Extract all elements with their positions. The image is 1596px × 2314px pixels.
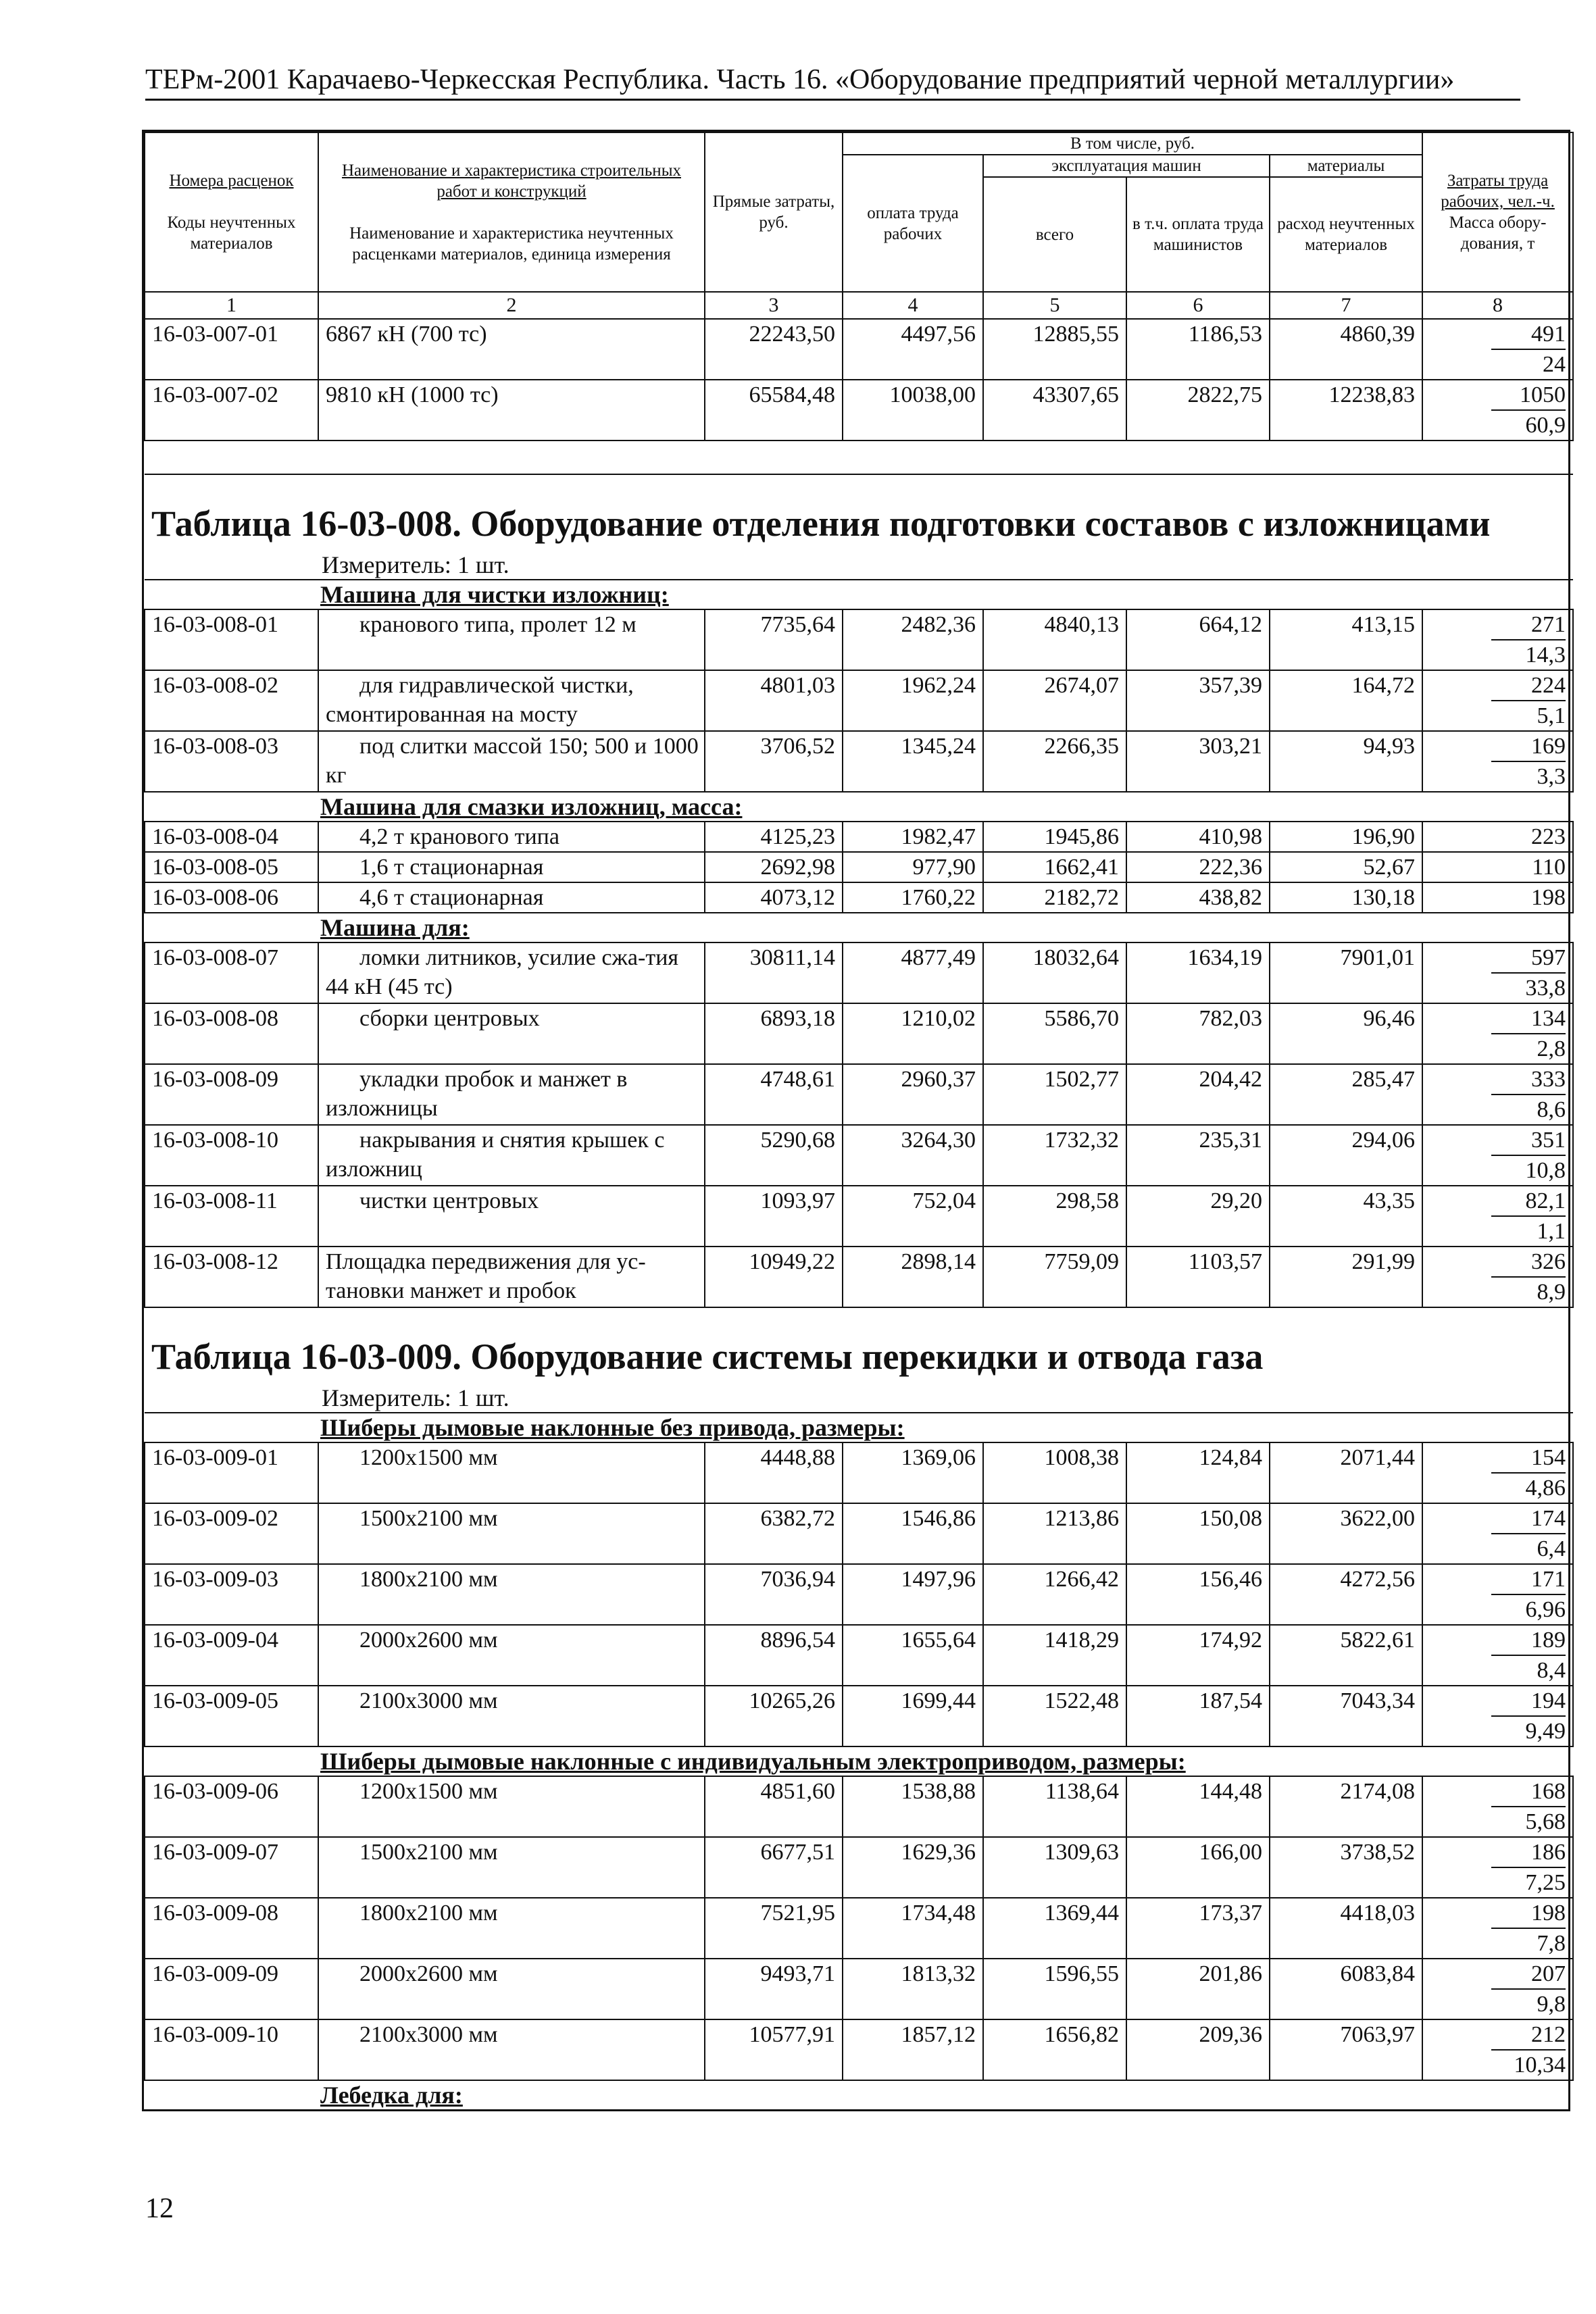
col2-header: Наименование и характеристика строительных работ и конструкций Наименование и характеристика неучтенных расценками материалов, единица измерения <box>318 132 705 292</box>
table-row: 16-03-008-04 4,2 т кранового типа 4125,23 1982,47 1945,86 410,98 196,90 223 <box>145 822 1573 852</box>
col5-header: всего <box>983 177 1126 292</box>
group-label: Шиберы дымовые наклонные с индивидуальным электроприводом, размеры: <box>320 1748 1186 1775</box>
group-label: Машина для смазки изложниц, масса: <box>320 793 743 820</box>
table-008-unit: Измеритель: 1 шт. <box>322 551 509 578</box>
table-head <box>145 132 1573 319</box>
table-row: 16-03-009-01 1200x1500 мм 4448,88 1369,06 1008,38 124,84 2071,44 154 4,86 <box>145 1442 1573 1503</box>
col4-header: оплата труда рабочих <box>843 155 983 292</box>
table-row: 16-03-009-06 1200x1500 мм 4851,60 1538,88 1138,64 144,48 2174,08 168 5,68 <box>145 1776 1573 1837</box>
table-009 <box>145 1307 1573 2109</box>
group-label: Машина для: <box>320 914 470 941</box>
table-row: 16-03-009-09 2000x2600 мм 9493,71 1813,32 1596,55 201,86 6083,84 207 9,8 <box>145 1959 1573 2019</box>
machines-header: эксплуатация машин <box>983 155 1270 177</box>
table-row: 16-03-009-08 1800x2100 мм 7521,95 1734,48 1369,44 173,37 4418,03 198 7,8 <box>145 1898 1573 1959</box>
table-row: 16-03-008-06 4,6 т стационарная 4073,12 1760,22 2182,72 438,82 130,18 198 <box>145 882 1573 913</box>
table-row: 16-03-007-02 9810 кН (1000 тс) 65584,48 10038,00 43307,65 2822,75 12238,83 1050 60,9 <box>145 380 1573 441</box>
table-row: 16-03-007-01 6867 кН (700 тс) 22243,50 4497,56 12885,55 1186,53 4860,39 491 24 <box>145 319 1573 380</box>
table-009-unit: Измеритель: 1 шт. <box>322 1384 509 1411</box>
column-numbers-row: 1 2 3 4 5 6 7 8 <box>145 292 1573 319</box>
table-row: 16-03-009-07 1500x2100 мм 6677,51 1629,36 1309,63 166,00 3738,52 186 7,25 <box>145 1837 1573 1898</box>
table-row: 16-03-008-12 Площадка передвижения для ус-тановки манжет и пробок 10949,22 2898,14 7759,09 1103,57 291,99 326 8,9 <box>145 1247 1573 1307</box>
table-009-title: Таблица 16-03-009. Оборудование системы перекидки и отвода газа <box>145 1307 1573 1384</box>
table-row: 16-03-008-08 сборки центровых 6893,18 1210,02 5586,70 782,03 96,46 134 2,8 <box>145 1003 1573 1064</box>
table-row: 16-03-008-05 1,6 т стационарная 2692,98 977,90 1662,41 222,36 52,67 110 <box>145 852 1573 882</box>
page-header: ТЕРм-2001 Карачаево-Черкесская Республика. Часть 16. «Оборудование предприятий черной металлургии» <box>145 62 1520 101</box>
group-header: В том числе, руб. <box>843 132 1422 155</box>
group-label: Лебедка для: <box>320 2082 463 2109</box>
col7-header: расход неучтенных материалов <box>1270 177 1422 292</box>
price-table <box>144 132 1574 2109</box>
col3-header: Прямые затраты, руб. <box>705 132 843 292</box>
table-007-rows <box>145 319 1573 474</box>
col8-header: Затраты труда рабочих, чел.-ч. Масса обору-дования, т <box>1422 132 1573 292</box>
table-008 <box>145 474 1573 1307</box>
table-row: 16-03-009-02 1500x2100 мм 6382,72 1546,86 1213,86 150,08 3622,00 174 6,4 <box>145 1503 1573 1564</box>
col6-header: в т.ч. оплата труда машинистов <box>1126 177 1270 292</box>
table-row: 16-03-008-11 чистки центровых 1093,97 752,04 298,58 29,20 43,35 82,1 1,1 <box>145 1186 1573 1247</box>
table-row: 16-03-009-03 1800x2100 мм 7036,94 1497,96 1266,42 156,46 4272,56 171 6,96 <box>145 1564 1573 1625</box>
table-row: 16-03-008-09 укладки пробок и манжет в изложницы 4748,61 2960,37 1502,77 204,42 285,47 333 8,6 <box>145 1064 1573 1125</box>
table-row: 16-03-008-03 под слитки массой 150; 500 и 1000 кг 3706,52 1345,24 2266,35 303,21 94,93 169 3,3 <box>145 731 1573 792</box>
table-row: 16-03-009-04 2000x2600 мм 8896,54 1655,64 1418,29 174,92 5822,61 189 8,4 <box>145 1625 1573 1686</box>
group-label: Шиберы дымовые наклонные без привода, размеры: <box>320 1414 905 1441</box>
table-008-title: Таблица 16-03-008. Оборудование отделения подготовки составов с изложницами <box>145 474 1573 551</box>
table-row: 16-03-008-10 накрывания и снятия крышек с изложниц 5290,68 3264,30 1732,32 235,31 294,06 351 10,8 <box>145 1125 1573 1186</box>
table-row: 16-03-008-07 ломки литников, усилие сжа-тия 44 кН (45 тс) 30811,14 4877,49 18032,64 1634,19 7901,01 597 33,8 <box>145 942 1573 1003</box>
table-row: 16-03-008-01 кранового типа, пролет 12 м 7735,64 2482,36 4840,13 664,12 413,15 271 14,3 <box>145 609 1573 670</box>
table-row: 16-03-009-10 2100x3000 мм 10577,91 1857,12 1656,82 209,36 7063,97 212 10,34 <box>145 2019 1573 2080</box>
table-row: 16-03-009-05 2100x3000 мм 10265,26 1699,44 1522,48 187,54 7043,34 194 9,49 <box>145 1686 1573 1746</box>
table-row: 16-03-008-02 для гидравлической чистки, смонтированная на мосту 4801,03 1962,24 2674,07 357,39 164,72 224 5,1 <box>145 670 1573 731</box>
price-table-sheet <box>142 130 1570 2111</box>
page-number: 12 <box>145 2193 174 2224</box>
group-label: Машина для чистки изложниц: <box>320 581 669 608</box>
col1-header: Номера расценок Коды неучтенных материалов <box>145 132 318 292</box>
materials-header: материалы <box>1270 155 1422 177</box>
